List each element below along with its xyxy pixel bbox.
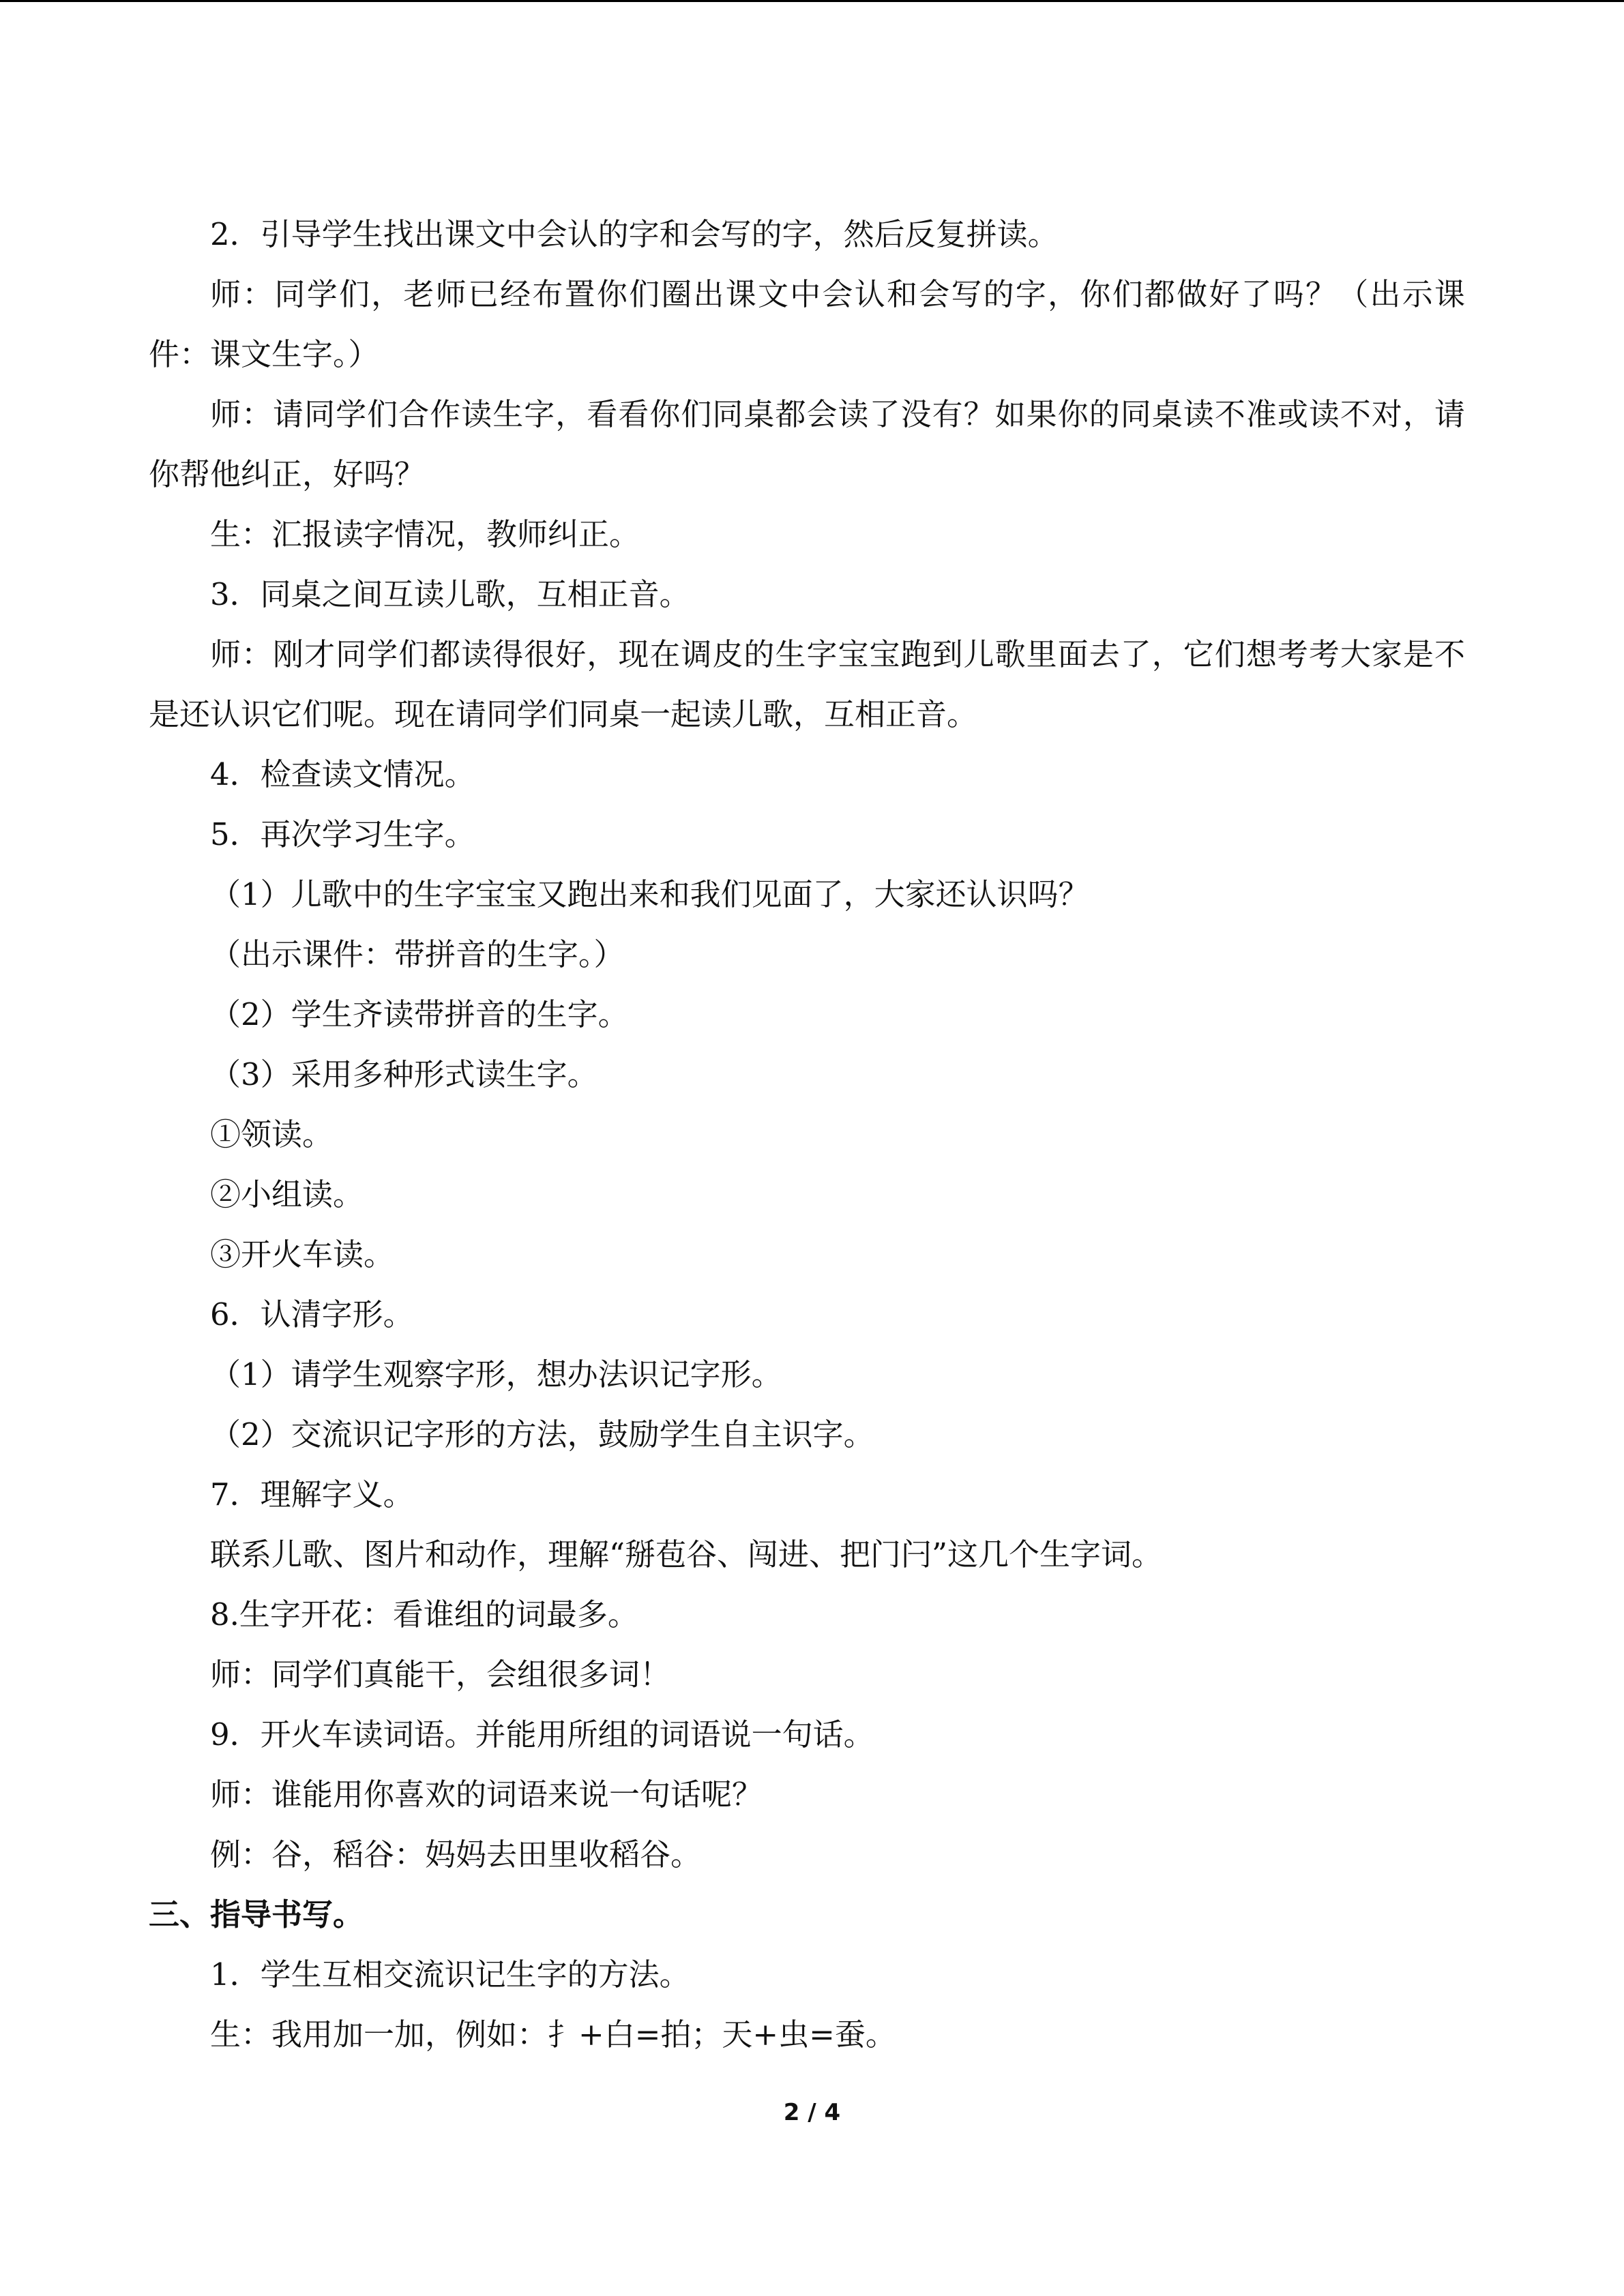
paragraph-teacher-praise: 师：同学们真能干，会组很多词！ (210, 1656, 671, 1693)
page-number: 2 / 4 (783, 2099, 841, 2126)
paragraph-student-add-method: 生：我用加一加，例如：扌+白=拍；天+虫=蚕。 (210, 2016, 896, 2053)
paragraph-understand-words: 联系儿歌、图片和动作，理解“掰苞谷、闯进、把门闩”这几个生字词。 (210, 1536, 1163, 1572)
paragraph-teacher-nursery-rhyme: 师：刚才同学们都读得很好，现在调皮的生字宝宝跑到儿歌里面去了，它们想考考大家是不是还认识它们呢。现在请同学们同桌一起读儿歌，互相正音。 (149, 636, 1465, 732)
paragraph-student-report: 生：汇报读字情况，教师纠正。 (210, 516, 640, 552)
paragraph-step-6-2: （2）交流识记字形的方法，鼓励学生自主识字。 (210, 1416, 874, 1452)
top-border-line (0, 0, 1624, 2)
document-body (149, 205, 1465, 2065)
paragraph-example: 例：谷，稻谷：妈妈去田里收稻谷。 (210, 1836, 702, 1873)
paragraph-train-reading: ③开火车读。 (210, 1236, 395, 1272)
paragraph-teacher-sentence: 师：谁能用你喜欢的词语来说一句话呢？ (210, 1776, 763, 1813)
section-heading-writing-guidance: 三、指导书写。 (149, 1896, 364, 1933)
paragraph-step-6-1: （1）请学生观察字形，想办法识记字形。 (210, 1356, 782, 1392)
paragraph-lead-reading: ①领读。 (210, 1116, 334, 1152)
paragraph-step-3: 3．同桌之间互读儿歌，互相正音。 (210, 576, 690, 612)
paragraph-step-2: 2．引导学生找出课文中会认的字和会写的字，然后反复拼读。 (210, 216, 1059, 252)
paragraph-step-5-3: （3）采用多种形式读生字。 (210, 1056, 598, 1092)
paragraph-step-7: 7．理解字义。 (210, 1476, 414, 1512)
paragraph-step-5-1: （1）儿歌中的生字宝宝又跑出来和我们见面了，大家还认识吗？ (210, 876, 1089, 912)
paragraph-group-reading: ②小组读。 (210, 1176, 364, 1212)
paragraph-writing-step-1: 1．学生互相交流识记生字的方法。 (210, 1956, 690, 1993)
paragraph-teacher-circle-words: 师：同学们，老师已经布置你们圈出课文中会认和会写的字，你们都做好了吗？（出示课件：课文生字。） (149, 276, 1465, 372)
paragraph-show-courseware: （出示课件：带拼音的生字。） (210, 936, 625, 972)
paragraph-step-6: 6．认清字形。 (210, 1296, 414, 1332)
paragraph-step-4: 4．检查读文情况。 (210, 756, 475, 792)
paragraph-step-9: 9．开火车读词语。并能用所组的词语说一句话。 (210, 1716, 874, 1753)
paragraph-teacher-read-together: 师：请同学们合作读生字，看看你们同桌都会读了没有？如果你的同桌读不准或读不对，请你帮他纠正，好吗？ (149, 396, 1465, 492)
paragraph-step-5-2: （2）学生齐读带拼音的生字。 (210, 996, 629, 1032)
paragraph-step-5: 5．再次学习生字。 (210, 816, 475, 852)
paragraph-step-8: 8.生字开花：看谁组的词最多。 (210, 1596, 638, 1632)
